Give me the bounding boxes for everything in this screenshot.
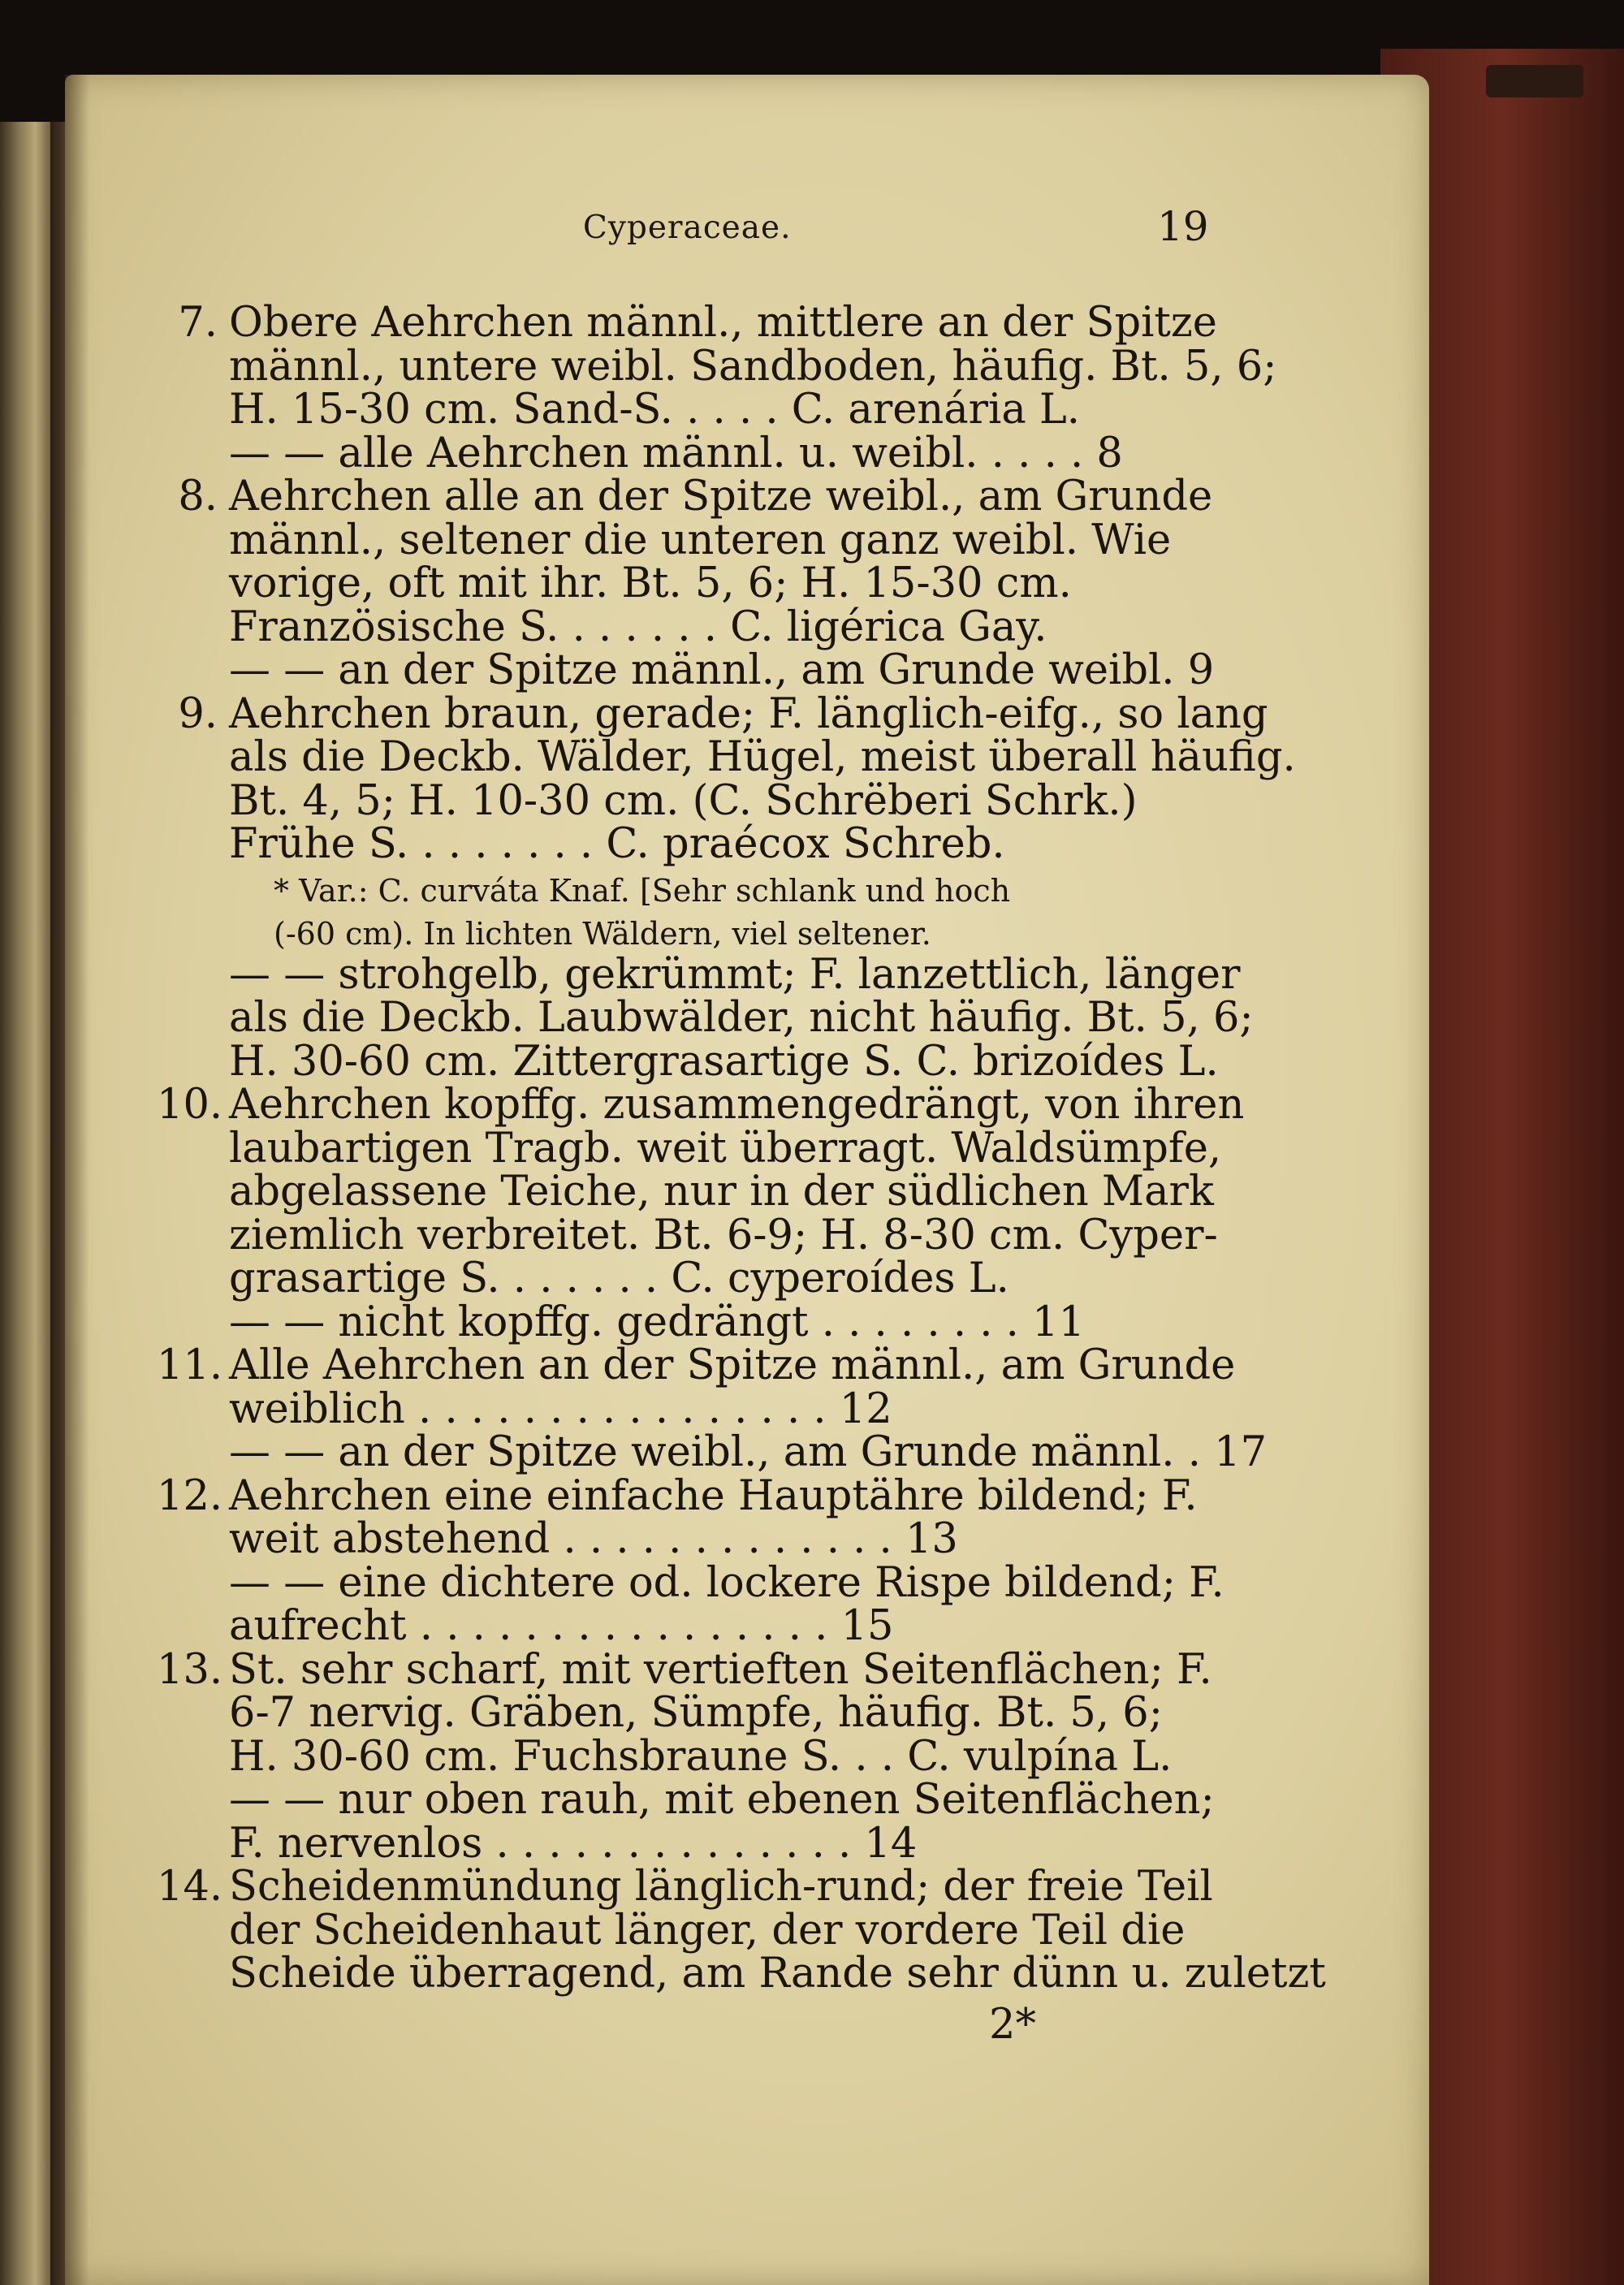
key-text-line: Bt. 4, 5; H. 10-30 cm. (C. Schrëberi Schrk.) [229,776,1138,825]
key-text-line: — — an der Spitze männl., am Grunde weibl. 9 [229,646,1215,694]
cover-corner [1486,65,1583,97]
couplet-number: 10. [157,1081,223,1129]
key-text-line: Französische S. . . . . . . C. ligérica Gay. [229,603,1047,651]
key-text-line: als die Deckb. Wälder, Hügel, meist überall häufig. [229,733,1296,781]
key-text-line: Aehrchen alle an der Spitze weibl., am Grunde [229,473,1213,520]
signature-mark: 2* [989,2001,1036,2049]
key-text-line: Obere Aehrchen männl., mittlere an der Spitze [229,299,1217,347]
running-head: Cyperaceae. [583,209,792,246]
key-text-line: laubartigen Tragb. weit überragt. Waldsümpfe, [229,1124,1222,1173]
key-text-line: Scheidenmündung länglich-rund; der freie Teil [229,1863,1213,1911]
key-text-line: vorige, oft mit ihr. Bt. 5, 6; H. 15-30 cm. [229,559,1072,607]
variety-note-line: (-60 cm). In lichten Wäldern, viel seltener. [274,916,931,952]
key-text-line: Scheide überragend, am Rande sehr dünn u. zuletzt [229,1950,1326,1998]
key-text-line: weit abstehend . . . . . . . . . . . . . 13 [229,1515,958,1563]
key-text-line: F. nervenlos . . . . . . . . . . . . . . 14 [229,1819,918,1868]
couplet-number: 12. [157,1471,223,1520]
couplet-number: 9. [178,689,218,738]
key-text-line: H. 15-30 cm. Sand-S. . . . . C. arenária L. [229,386,1081,434]
key-text-line: — — nur oben rauh, mit ebenen Seitenflächen; [229,1776,1215,1824]
key-text-line: St. sehr scharf, mit vertieften Seitenflächen; F. [229,1645,1212,1694]
key-text-line: Aehrchen kopffg. zusammengedrängt, von ihren [229,1081,1245,1129]
key-text-line: männl., untere weibl. Sandboden, häufig. Bt. 5, 6; [229,342,1277,391]
key-text-line: — — eine dichtere od. lockere Rispe bildend; F. [229,1558,1224,1607]
left-page-edge [0,122,50,2285]
key-text-line: Frühe S. . . . . . . . C. praécox Schreb. [229,820,1005,868]
key-text-line: — — an der Spitze weibl., am Grunde männl. . 17 [229,1428,1268,1476]
couplet-number: 7. [178,299,218,347]
key-text-line: — — strohgelb, gekrümmt; F. lanzettlich, länger [229,950,1241,999]
key-text-line: aufrecht . . . . . . . . . . . . . . . . 15 [229,1602,894,1650]
key-text-line: — — alle Aehrchen männl. u. weibl. . . . . 8 [229,429,1123,477]
key-text-line: abgelassene Teiche, nur in der südlichen Mark [229,1168,1214,1216]
variety-note-line: * Var.: C. curváta Knaf. [Sehr schlank und hoch [274,872,1011,909]
key-text-line: Alle Aehrchen an der Spitze männl., am Grunde [229,1341,1236,1389]
couplet-number: 13. [157,1645,223,1694]
couplet-number: 8. [178,473,218,520]
key-text-line: — — nicht kopffg. gedrängt . . . . . . . . 11 [229,1298,1085,1346]
key-text-line: männl., seltener die unteren ganz weibl. Wie [229,516,1172,564]
key-text-line: Aehrchen eine einfache Hauptähre bildend; F. [229,1471,1198,1520]
couplet-number: 11. [157,1341,223,1389]
key-text-line: ziemlich verbreitet. Bt. 6-9; H. 8-30 cm. Cyper- [229,1211,1218,1259]
binding-shadow [50,122,65,2285]
couplet-number: 14. [157,1863,223,1911]
page-gutter [65,75,89,2285]
key-text-line: H. 30-60 cm. Fuchsbraune S. . . C. vulpína L. [229,1732,1173,1781]
key-text-line: H. 30-60 cm. Zittergrasartige S. C. brizoídes L. [229,1037,1219,1086]
key-text-line: Aehrchen braun, gerade; F. länglich-eifg., so lang [229,689,1268,738]
key-text-line: als die Deckb. Laubwälder, nicht häufig. Bt. 5, 6; [229,994,1254,1042]
key-text-line: grasartige S. . . . . . . C. cyperoídes L. [229,1255,1009,1302]
page-number: 19 [1157,203,1209,250]
key-text-line: weiblich . . . . . . . . . . . . . . . . 12 [229,1384,892,1433]
key-text-line: der Scheidenhaut länger, der vordere Teil die [229,1906,1186,1955]
key-text-line: 6-7 nervig. Gräben, Sümpfe, häufig. Bt. 5, 6; [229,1689,1163,1737]
